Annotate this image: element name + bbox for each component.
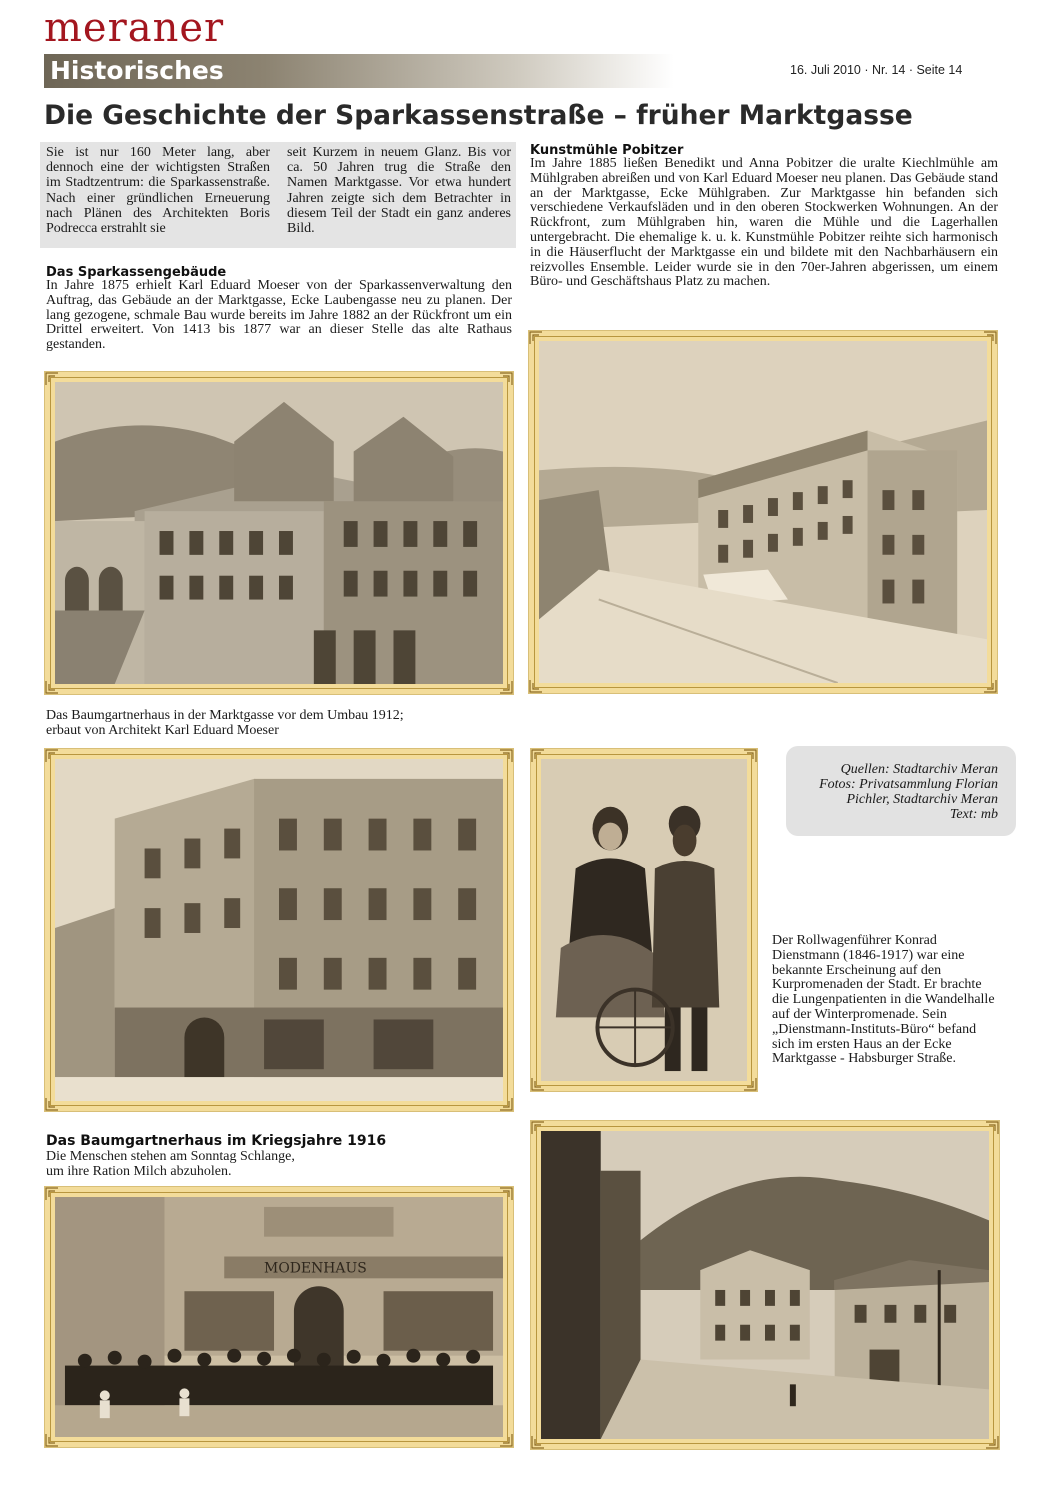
sources-line-1: Quellen: Stadtarchiv Meran <box>840 762 998 777</box>
frame-ornament-icon <box>529 679 543 693</box>
kunstmuehle-heading: Kunstmühle Pobitzer <box>530 143 684 158</box>
frame-ornament-icon <box>983 331 997 345</box>
modenhaus-sign: MODENHAUS <box>264 1260 367 1277</box>
frame-ornament-icon <box>531 1077 545 1091</box>
sources-line-4: Text: mb <box>949 807 998 822</box>
frame-ornament-icon <box>45 372 59 386</box>
sources-text <box>786 762 998 822</box>
frame-ornament-icon <box>499 680 513 694</box>
photo-frame-baumgartner <box>44 748 514 1112</box>
photo-frame-sparkasse <box>44 371 514 695</box>
frame-ornament-icon <box>499 1187 513 1201</box>
frame-ornament-icon <box>45 1187 59 1201</box>
frame-ornament-icon <box>499 749 513 763</box>
baumgartner-caption <box>46 709 512 739</box>
baumgartner-caption-line-1: Das Baumgartnerhaus in der Marktgasse vor dem Umbau 1912; <box>46 708 404 723</box>
frame-ornament-icon <box>45 680 59 694</box>
sources-line-3: Pichler, Stadtarchiv Meran <box>846 792 998 807</box>
section-title: Historisches <box>50 56 224 85</box>
photo-kunstmuehle <box>539 341 987 683</box>
kriegsjahre-line-1: Die Menschen stehen am Sonntag Schlange, <box>46 1149 295 1164</box>
frame-ornament-icon <box>45 1097 59 1111</box>
masthead-logo: meraner <box>44 5 225 51</box>
frame-ornament-icon <box>985 1435 999 1449</box>
lead-column-1: Sie ist nur 160 Meter lang, aber dennoch eine der wichtigsten Straßen im Stadtzentrum: die Sparkassenstraße. Nach einer gründlichen Erneuerung nach Plänen des Architekten Boris Podrecca erstrahlt sie <box>46 145 270 237</box>
frame-ornament-icon <box>983 679 997 693</box>
sources-line-2: Fotos: Privatsammlung Florian <box>819 777 998 792</box>
frame-ornament-icon <box>529 331 543 345</box>
frame-ornament-icon <box>531 749 545 763</box>
issue-info: 16. Juli 2010 · Nr. 14 · Seite 14 <box>790 63 963 77</box>
photo-frame-dienstmann <box>530 748 758 1092</box>
frame-ornament-icon <box>499 1433 513 1447</box>
kunstmuehle-text: Im Jahre 1885 ließen Benedikt und Anna Pobitzer die uralte Kiechlmühle am Mühlgraben abreißen und von Karl Eduard Moeser neu planen. Das Gebäude stand an der Marktgasse, Ecke Mühlgraben. Zur Marktgasse hin befanden sich verschiedene Verkaufsläden und in den oberen Stockwerken Wohnungen. An der Rückfront, zum Mühlgraben hin, waren die Mühle und die Lagerhallen untergebracht. Die ehemalige k. u. k. Kunstmühle Pobitzer reihte sich harmonisch in die Häuserflucht der Marktgasse ein und bildete mit den Nachbarhäusern ein reizvolles Ensemble. Leider wurde sie in den 70er-Jahren abgerissen, um einem Büro- und Geschäftshaus Platz zu machen. <box>530 156 998 290</box>
photo-dienstmann-portrait <box>541 759 747 1081</box>
photo-frame-kunstmuehle <box>528 330 998 694</box>
photo-frame-habsburger <box>530 1120 1000 1450</box>
frame-ornament-icon <box>45 1433 59 1447</box>
kriegsjahre-line-2: um ihre Ration Milch abzuholen. <box>46 1163 232 1179</box>
photo-baumgartnerhaus <box>55 759 503 1101</box>
dienstmann-caption: Der Rollwagenführer Konrad Dienstmann (1846-1917) war eine bekannte Erscheinung auf den Kurpromenaden der Stadt. Er brachte die Lungenpatienten in die Wandelhalle auf der Winterpromenade. Sein „Dienstmann-Instituts-Büro“ befand sich im ersten Haus an der Ecke Marktgasse - Habsburger Straße. <box>772 933 995 1067</box>
kriegsjahre-caption <box>46 1150 512 1180</box>
photo-kriegsjahre-1916 <box>55 1197 503 1437</box>
photo-sparkassengebaeude <box>55 382 503 684</box>
kriegsjahre-heading: Das Baumgartnerhaus im Kriegsjahre 1916 <box>46 1133 387 1149</box>
photo-frame-kriegsjahre <box>44 1186 514 1448</box>
photo-habsburger-strasse <box>541 1131 989 1439</box>
lead-column-2: seit Kurzem in neuem Glanz. Bis vor ca. 50 Jahren trug die Straße den Namen Marktgasse. Vor etwa hundert Jahren zeigte sich dem Betrachter in diesem Teil der Stadt ein ganz anderes Bild. <box>287 145 511 237</box>
frame-ornament-icon <box>45 749 59 763</box>
frame-ornament-icon <box>531 1435 545 1449</box>
frame-ornament-icon <box>743 1077 757 1091</box>
baumgartner-caption-line-2: erbaut von Architekt Karl Eduard Moeser <box>46 722 279 738</box>
frame-ornament-icon <box>985 1121 999 1135</box>
frame-ornament-icon <box>531 1121 545 1135</box>
frame-ornament-icon <box>499 1097 513 1111</box>
frame-ornament-icon <box>499 372 513 386</box>
sparkasse-text: In Jahre 1875 erhielt Karl Eduard Moeser von der Sparkassenverwaltung den Auftrag, das Gebäude an der Marktgasse, Ecke Laubengasse neu zu planen. Der lang gezogene, schmale Bau wurde bereits im Jahre 1882 an der Rückfront um ein Drittel erweitert. Von 1413 bis 1877 war an dieser Stelle das alte Rathaus gestanden. <box>46 278 512 353</box>
headline: Die Geschichte der Sparkassenstraße – früher Marktgasse <box>44 100 913 131</box>
sparkasse-heading: Das Sparkassengebäude <box>46 265 227 280</box>
frame-ornament-icon <box>743 749 757 763</box>
